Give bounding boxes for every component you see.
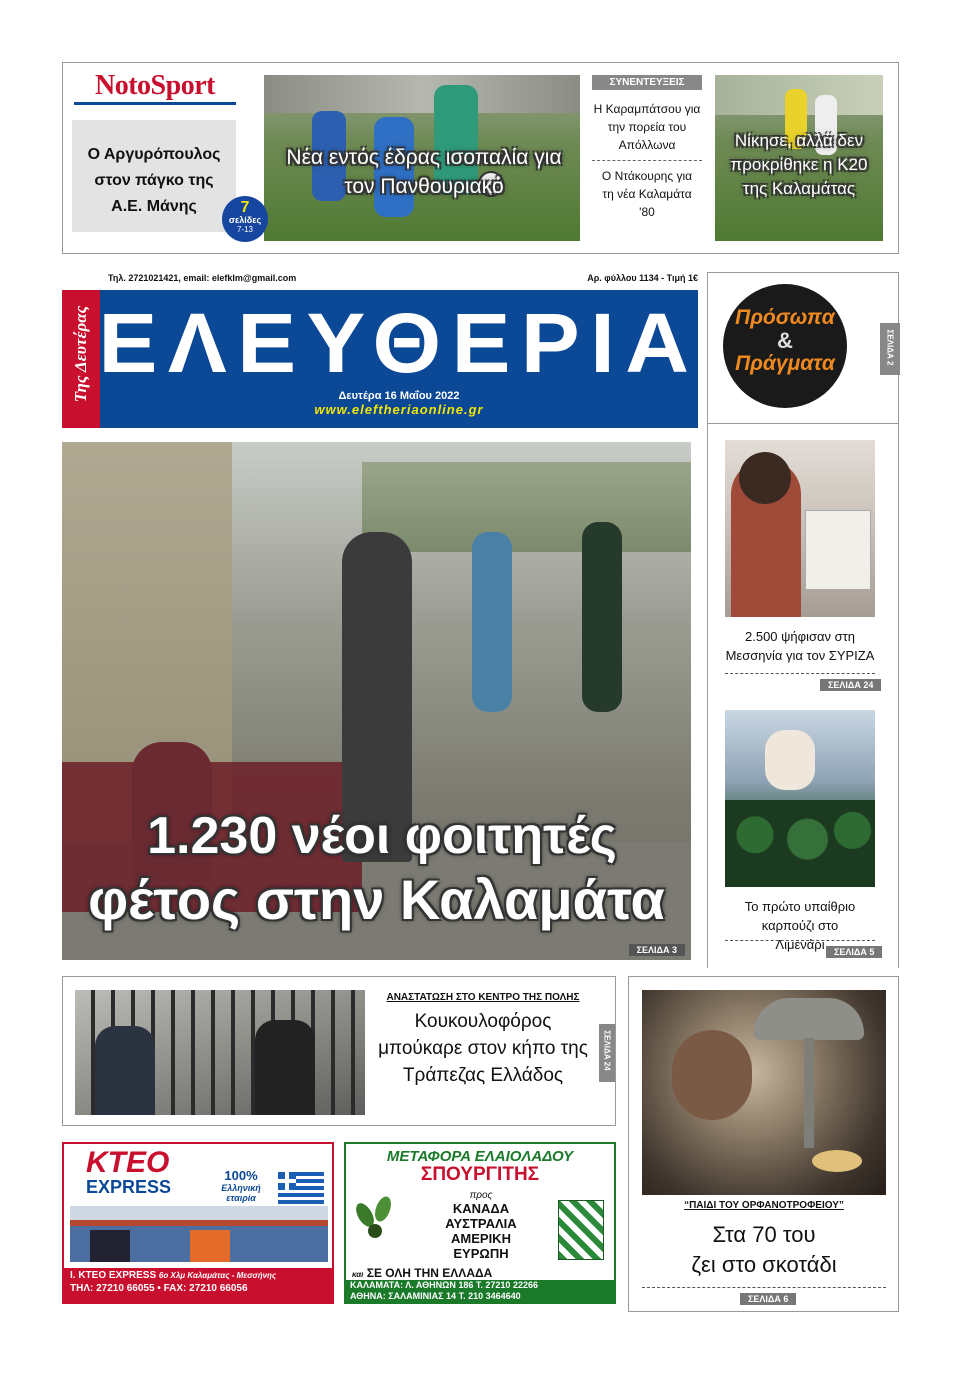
syriza-page-tag: ΣΕΛΙΔΑ 24 (820, 679, 881, 691)
main-headline-1: 1.230 νέοι φοιτητές (147, 807, 617, 865)
syriza-rule (725, 673, 875, 674)
orphan-rule (642, 1287, 886, 1288)
masthead-url[interactable]: www.eleftheriaonline.gr (314, 402, 484, 417)
pages-badge: 7 σελίδες 7-13 (222, 196, 268, 242)
orphan-page-tag: ΣΕΛΙΔΑ 6 (740, 1293, 796, 1305)
oil-footer: ΚΑΛΑΜΑΤΑ: Λ. ΑΘΗΝΩΝ 186 Τ. 27210 22266 ΑΘΗΝΑ: ΣΑΛΑΜΙΝΙΑΣ 14 Τ. 210 3464640 (346, 1280, 614, 1304)
oil-destinations: προς ΚΑΝΑΔΑ ΑΥΣΤΡΑΛΙΑ ΑΜΕΡΙΚΗ ΕΥΡΩΠΗ (445, 1190, 517, 1261)
contact-line: Τηλ. 2721021421, email: elefklm@gmail.com (108, 273, 297, 283)
orphan-headline-1: Στα 70 του (712, 1222, 816, 1247)
oil-greece: και ΣΕ ΟΛΗ ΤΗΝ ΕΛΛΑΔΑ (352, 1266, 493, 1280)
main-photo (62, 442, 691, 960)
main-headline-2: φέτος στην Καλαμάτα (88, 868, 665, 931)
melon-page-tag: ΣΕΛΙΔΑ 5 (826, 946, 882, 958)
issue-line: Αρ. φύλλου 1134 - Τιμή 1€ (587, 273, 698, 283)
melon-photo (725, 710, 875, 887)
notosport-logo: NotoSport (74, 70, 236, 108)
syriza-text: 2.500 ψήφισαν στη Μεσσηνία για τον ΣΥΡΙΖΑ (725, 629, 875, 663)
kteo-claim: 100% Ελληνική εταιρία (221, 1168, 261, 1203)
greek-flag-icon (278, 1172, 324, 1204)
hooded-kicker: ΑΝΑΣΤΑΤΩΣΗ ΣΤΟ ΚΕΝΤΡΟ ΤΗΣ ΠΟΛΗΣ (386, 992, 580, 1003)
kteo-logo: ΚΤΕΟ EXPRESS (86, 1146, 172, 1197)
oil-tin-icon (558, 1200, 604, 1260)
match-photo (264, 75, 580, 241)
hooded-photo (75, 990, 365, 1115)
main-page-tag: ΣΕΛΙΔΑ 3 (629, 944, 685, 956)
masthead-date: Δευτέρα 16 Μαΐου 2022 (338, 390, 460, 402)
hooded-headline: Κουκουλοφόρος μπούκαρε στον κήπο της Τράπεζας Ελλάδος (378, 1011, 588, 1086)
orphan-headline-2: ζει στο σκοτάδι (691, 1252, 837, 1277)
oil-title: ΜΕΤΑΦΟΡΑ ΕΛΑΙΟΛΑΔΟΥ (386, 1148, 574, 1165)
interviews-box: ΣΥΝΕΝΤΕΥΞΕΙΣ Η Καραμπάτσου για την πορεία του Απόλλωνα Ο Ντάκουρης για τη νέα Καλαμάτα '80 (593, 77, 701, 219)
masthead-banner (100, 290, 698, 428)
masthead-side: Της Δευτέρας (62, 290, 100, 428)
melon-text: Το πρώτο υπαίθριο καρπούζι στο Λιμενάρι (744, 899, 856, 952)
olive-branch-icon (354, 1192, 404, 1252)
oil-name: ΣΠΟΥΡΓΙΤΗΣ (420, 1164, 540, 1185)
masthead-title: ΕΛΕΥΘΕΡΙΑ (98, 296, 700, 390)
orphan-kicker: “ΠΑΙΔΙ ΤΟΥ ΟΡΦΑΝΟΤΡΟΦΕΙΟΥ” (684, 1200, 844, 1211)
match-headline: Νέα εντός έδρας ισοπαλία για τον Πανθουριακό (286, 146, 562, 198)
k20-photo (715, 75, 883, 241)
kteo-ad[interactable] (62, 1142, 334, 1304)
prosopa-circle: Πρόσωπα & Πράγματα (723, 284, 847, 408)
hooded-page-tag: ΣΕΛΙΔΑ 24 (599, 1024, 615, 1082)
oil-ad[interactable] (344, 1142, 616, 1304)
melon-rule (725, 940, 875, 941)
kteo-building (70, 1206, 328, 1262)
k20-headline: Νίκησε, αλλά δεν προκρίθηκε η Κ20 της Καλαμάτας (730, 131, 868, 198)
orphan-photo (642, 990, 886, 1195)
kteo-footer: Ι. ΚΤΕΟ EXPRESS 6o Χλμ Καλαμάτας - Μεσσήνης ΤΗΛ: 27210 66055 • FAX: 27210 66056 (64, 1268, 332, 1302)
notosport-story: Ο Αργυρόπουλος στον πάγκο της Α.Ε. Μάνης (72, 120, 236, 232)
syriza-photo (725, 440, 875, 617)
prosopa-page: ΣΕΛΙΔΑ 2 (880, 323, 900, 375)
